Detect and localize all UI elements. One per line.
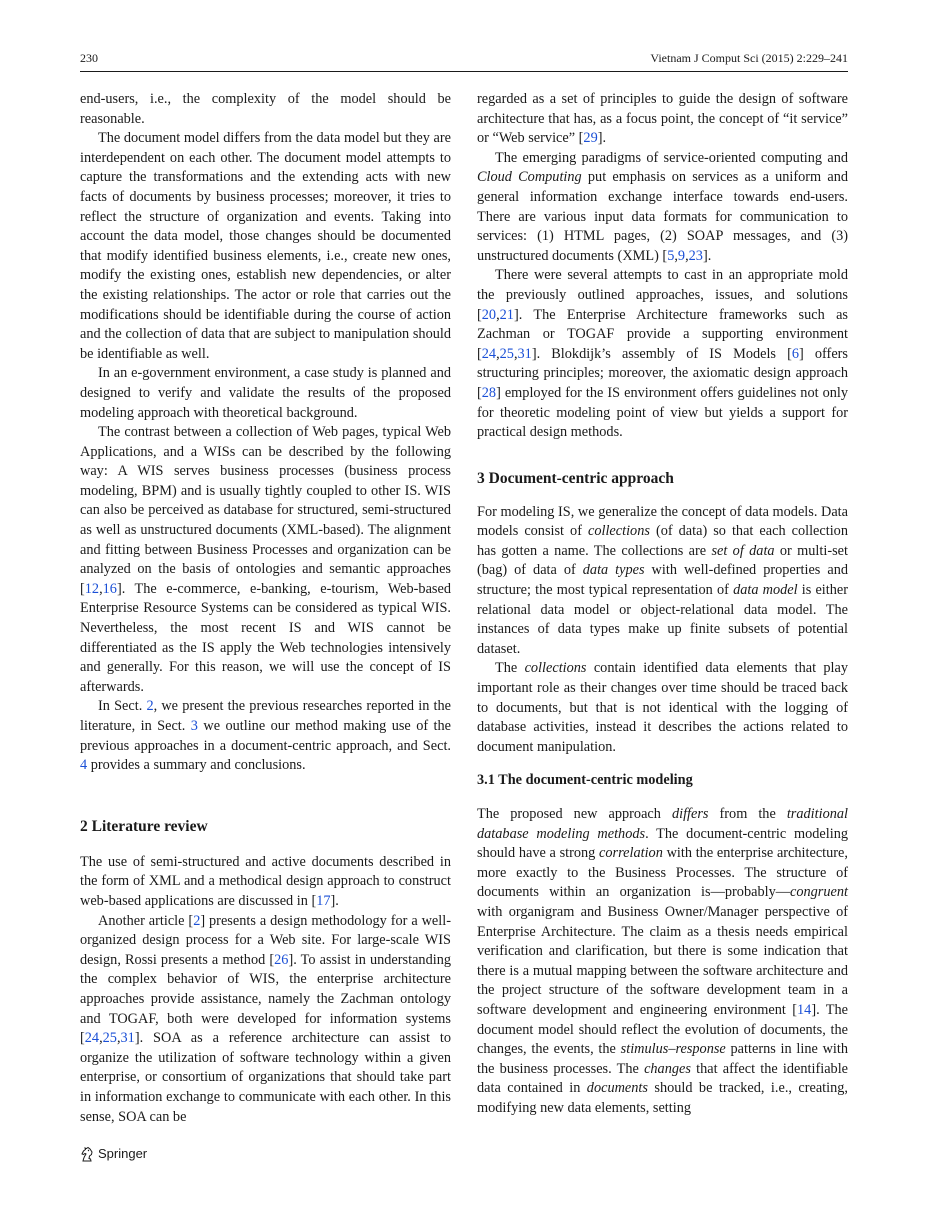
publisher-name: Springer bbox=[98, 1146, 148, 1161]
section-heading: 2 Literature review bbox=[80, 817, 208, 835]
section-link[interactable]: 4 bbox=[80, 757, 88, 774]
paragraph: The use of semi-structured and active documents described in the form of XML and a methodical design approach to construct web-based applications are discussed in [17]. bbox=[80, 853, 451, 909]
left-column bbox=[80, 90, 451, 1127]
paragraph: regarded as a set of principles to guide the design of software architecture that has, as a focus point, the concept of “it service” or “Web service” [29]. bbox=[477, 91, 848, 147]
section-link[interactable]: 2 bbox=[146, 698, 154, 715]
citation-link[interactable]: 29 bbox=[583, 130, 598, 147]
right-column bbox=[477, 90, 848, 1119]
citation-link[interactable]: 21 bbox=[499, 306, 514, 323]
citation-link[interactable]: 31 bbox=[517, 345, 532, 362]
paragraph: There were several attempts to cast in an appropriate mold the previously outlined approaches, issues, and solutions [20,21]. The Enterprise Architecture frameworks such as Zachman or TOGAF provide a supporting environment [24,25,31]. Blokdijk’s assembly of IS Models [6] offers structuring principles; moreover, the axiomatic design approach [28] employed for the IS environment offers guidelines not only for theoretic modeling point of view but yields a support for practical design methods. bbox=[477, 267, 848, 441]
paragraph: The collections contain identified data elements that play important role as their changes over time should be traced back to documents, but that is not identical with the logging of database activities, instead it describes the actions related to document manipulation. bbox=[477, 660, 848, 755]
section-link[interactable]: 3 bbox=[190, 718, 198, 734]
paragraph: end-users, i.e., the complexity of the model should be reasonable. bbox=[80, 91, 451, 127]
citation-link[interactable]: 12 bbox=[84, 580, 100, 597]
paragraph: For modeling IS, we generalize the concept of data models. Data models consist of collections (of data) so that each collection has gotten a name. The collections are set of data or multi-set (bag) of data of data types with well-defined properties and structure; the most typical representation of data model is either relational data model or object-relational data model. The instances of data types make up finite subsets of potential dataset. bbox=[477, 503, 849, 657]
paragraph: In an e-government environment, a case study is planned and designed to verify and validate the results of the proposed modeling approach with theoretical background. bbox=[80, 365, 451, 421]
springer-knight-icon bbox=[80, 1146, 94, 1162]
citation-link[interactable]: 24 bbox=[481, 345, 497, 362]
citation-link[interactable]: 25 bbox=[499, 345, 514, 362]
citation-link[interactable]: 20 bbox=[481, 306, 497, 323]
page-footer bbox=[80, 1143, 147, 1165]
citation-link[interactable]: 24 bbox=[84, 1030, 100, 1047]
citation-link[interactable]: 28 bbox=[481, 384, 497, 401]
section-heading: 3 Document-centric approach bbox=[477, 469, 674, 487]
journal-reference: Vietnam J Comput Sci (2015) 2:229–241 bbox=[650, 51, 848, 65]
citation-link[interactable]: 31 bbox=[120, 1030, 135, 1047]
paragraph: The document model differs from the data model but they are interdependent on each other. The document model attempts to capture the transformations and the extending acts with new facts of documents by business processes; moreover, it tries to reflect the structure of organization and events. Taking into account the data model, those changes should be documented that modify identified business elements, i.e., create new ones, modify the existing ones, establish new dependencies, or alter the existing relationships. The actor or role that carries out the modifications should be identifiable during the course of action and the collection of data that are subject to manipulation should be identifiable as well. bbox=[80, 130, 451, 362]
citation-link[interactable]: 23 bbox=[688, 247, 703, 264]
citation-link[interactable]: 5 bbox=[667, 247, 675, 264]
paragraph: The emerging paradigms of service-oriented computing and Cloud Computing put emphasis on services as a uniform and general information exchange interface towards end-users. There are various input data formats for communication to services: (1) HTML pages, (2) SOAP messages, and (3) unstructured documents (XML) [5,9,23]. bbox=[477, 149, 849, 264]
page-number: 230 bbox=[80, 51, 98, 65]
paragraph: The contrast between a collection of Web pages, typical Web Applications, and a WISs can be described by the following way: A WIS serves business processes (business process modeling, BPM) and is usually tightly coupled to other IS. WIS can also be perceived as database for structured, semi-structured as well as unstructured documents (XML-based). The alignment and fitting between Business Processes and organization can be analyzed on the basis of ontologies and semantic approaches [12,16]. The e-commerce, e-banking, e-tourism, Web-based Enterprise Resource Systems can be considered as typical WIS. Nevertheless, the most recent IS and WIS cannot be differentiated as the IS apply the Web technologies intensively and generally. For this reason, we will use the concept of IS afterwards. bbox=[80, 424, 451, 695]
citation-link[interactable]: 25 bbox=[102, 1030, 117, 1047]
subsection-heading: 3.1 The document-centric modeling bbox=[477, 772, 693, 789]
citation-link[interactable]: 9 bbox=[677, 247, 686, 264]
header-rule bbox=[80, 71, 848, 72]
citation-link[interactable]: 16 bbox=[102, 580, 117, 597]
citation-link[interactable]: 14 bbox=[797, 1001, 812, 1018]
paragraph: The proposed new approach differs from the traditional database modeling methods. The document-centric modeling should have a strong correlation with the enterprise architecture, more exactly to the Business Processes. The structure of documents within an organization is—probably—congruent with organigram and Business Owner/Manager perspective of Enterprise Architecture. The claim as a thesis needs empirical verification and clarification, but there is some indication that there is a mutual mapping between the software architecture and the project structure of the software development team in a software development and engineering environment [14]. The document model should reflect the evolution of documents, the changes, the events, the stimulus–response patterns in line with the business processes. The changes that affect the identifiable data contained in documents should be tracked, i.e., creating, modifying new data elements, setting bbox=[477, 806, 849, 1116]
page-header bbox=[80, 49, 848, 67]
citation-link[interactable]: 17 bbox=[316, 892, 331, 909]
paragraph: Another article [2] presents a design methodology for a well-organized design process for a Web site. For large-scale WIS design, Rossi presents a method [26]. To assist in understanding the complex behavior of WIS, the enterprise architecture approaches provide assistance, namely the Zachman ontology and TOGAF, both were developed for information systems [24,25,31]. SOA as a reference architecture can assist to organize the utilization of software technology within a given enterprise, or consortium of organizations that should take part in information exchange to communicate with each other. In this sense, SOA can be bbox=[80, 912, 451, 1125]
citation-link[interactable]: 2 bbox=[193, 912, 201, 929]
citation-link[interactable]: 26 bbox=[274, 951, 289, 968]
citation-link[interactable]: 6 bbox=[791, 345, 800, 362]
paragraph: In Sect. 2, we present the previous researches reported in the literature, in Sect. 3 we outline our method making use of the previous approaches in a document-centric approach, and Sect. 4 provides a summary and conclusions. bbox=[80, 698, 452, 774]
